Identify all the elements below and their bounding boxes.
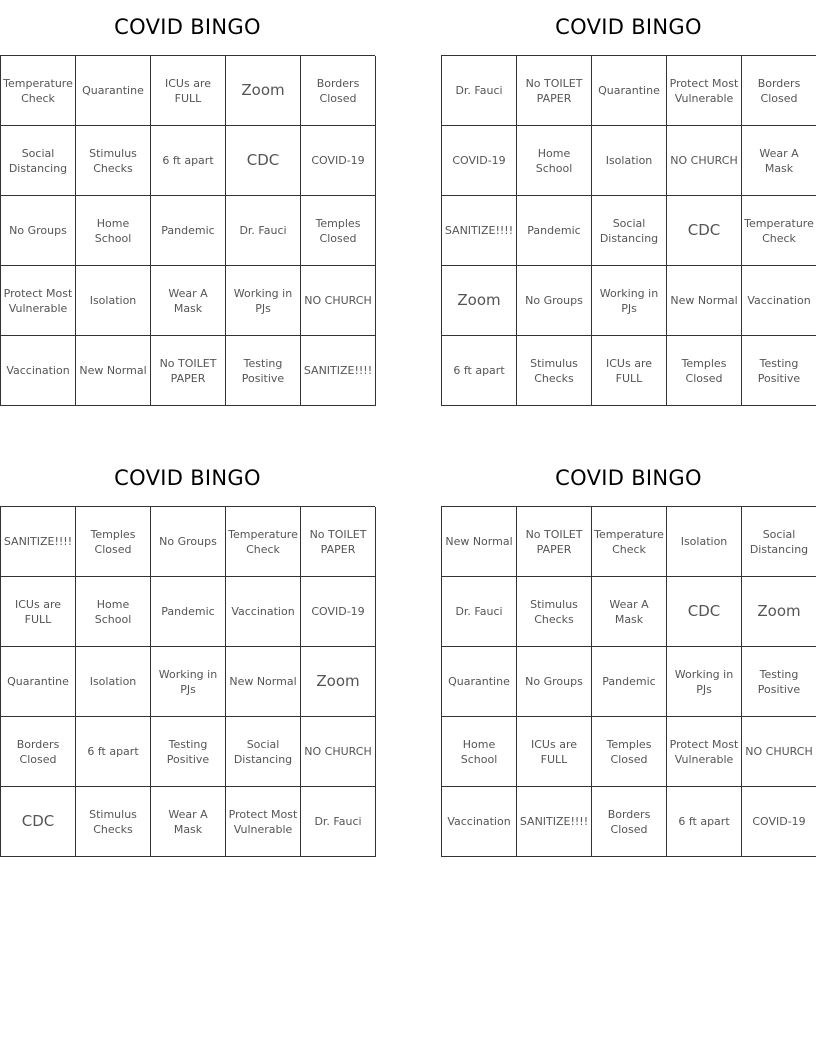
bingo-cell: Testing Positive: [151, 717, 226, 787]
bingo-cell: Temples Closed: [592, 717, 667, 787]
bingo-card-1: [0, 0, 375, 406]
bingo-cell: No TOILET PAPER: [301, 507, 376, 577]
bingo-cell: Borders Closed: [301, 56, 376, 126]
bingo-cell: Dr. Fauci: [301, 787, 376, 857]
bingo-cell: COVID-19: [742, 787, 816, 857]
card-title: COVID BINGO: [114, 466, 261, 490]
bingo-cell: Quarantine: [76, 56, 151, 126]
bingo-cell: Wear A Mask: [742, 126, 816, 196]
bingo-cell: Social Distancing: [1, 126, 76, 196]
bingo-cell: No TOILET PAPER: [517, 56, 592, 126]
bingo-cell: Zoom: [226, 56, 301, 126]
bingo-cell: Borders Closed: [742, 56, 816, 126]
bingo-cell: Pandemic: [592, 647, 667, 717]
bingo-cell: Protect Most Vulnerable: [1, 266, 76, 336]
bingo-grid: [441, 55, 816, 406]
bingo-cell: No Groups: [517, 266, 592, 336]
bingo-cell: Pandemic: [151, 196, 226, 266]
bingo-cell: No Groups: [151, 507, 226, 577]
bingo-cell: Home School: [76, 577, 151, 647]
bingo-cell: Dr. Fauci: [442, 577, 517, 647]
bingo-cell: New Normal: [226, 647, 301, 717]
bingo-cell: Borders Closed: [592, 787, 667, 857]
bingo-cell: Working in PJs: [226, 266, 301, 336]
bingo-cell: Wear A Mask: [592, 577, 667, 647]
card-title: COVID BINGO: [555, 15, 702, 39]
bingo-card-4: [441, 451, 816, 857]
bingo-cell: NO CHURCH: [742, 717, 816, 787]
bingo-cell: Home School: [76, 196, 151, 266]
bingo-cell: Pandemic: [151, 577, 226, 647]
bingo-cell: Protect Most Vulnerable: [667, 717, 742, 787]
bingo-cell: Social Distancing: [742, 507, 816, 577]
bingo-cell: Isolation: [76, 647, 151, 717]
bingo-cell: Working in PJs: [592, 266, 667, 336]
bingo-cell: NO CHURCH: [667, 126, 742, 196]
bingo-cell: Wear A Mask: [151, 266, 226, 336]
bingo-cell: SANITIZE!!!!: [1, 507, 76, 577]
bingo-cell: Borders Closed: [1, 717, 76, 787]
bingo-card-3: [0, 451, 375, 857]
bingo-cell: Zoom: [301, 647, 376, 717]
bingo-cell: Temples Closed: [301, 196, 376, 266]
bingo-cell: ICUs are FULL: [1, 577, 76, 647]
bingo-cell: Temples Closed: [76, 507, 151, 577]
bingo-cell: New Normal: [667, 266, 742, 336]
bingo-cell: Testing Positive: [742, 647, 816, 717]
bingo-cell: CDC: [667, 196, 742, 266]
bingo-cell: Zoom: [742, 577, 816, 647]
bingo-cell: Isolation: [592, 126, 667, 196]
bingo-cell: Vaccination: [742, 266, 816, 336]
card-title: COVID BINGO: [555, 466, 702, 490]
bingo-cell: SANITIZE!!!!: [442, 196, 517, 266]
bingo-cell: Protect Most Vulnerable: [226, 787, 301, 857]
bingo-cell: Testing Positive: [226, 336, 301, 406]
bingo-cell: Social Distancing: [592, 196, 667, 266]
bingo-cell: Stimulus Checks: [76, 126, 151, 196]
bingo-cell: CDC: [667, 577, 742, 647]
bingo-cell: 6 ft apart: [442, 336, 517, 406]
bingo-cell: 6 ft apart: [151, 126, 226, 196]
bingo-cell: Quarantine: [1, 647, 76, 717]
bingo-cell: Quarantine: [442, 647, 517, 717]
bingo-cell: ICUs are FULL: [517, 717, 592, 787]
bingo-cell: NO CHURCH: [301, 266, 376, 336]
bingo-cell: Dr. Fauci: [226, 196, 301, 266]
bingo-grid: [0, 55, 375, 406]
bingo-cell: Temperature Check: [1, 56, 76, 126]
bingo-cell: CDC: [1, 787, 76, 857]
bingo-cell: Temperature Check: [226, 507, 301, 577]
bingo-cell: Vaccination: [442, 787, 517, 857]
bingo-cell: Temperature Check: [592, 507, 667, 577]
bingo-cell: Vaccination: [1, 336, 76, 406]
bingo-cell: SANITIZE!!!!: [301, 336, 376, 406]
bingo-grid: [0, 506, 375, 857]
bingo-cell: Stimulus Checks: [517, 336, 592, 406]
bingo-cell: ICUs are FULL: [151, 56, 226, 126]
bingo-cell: Social Distancing: [226, 717, 301, 787]
bingo-cell: Testing Positive: [742, 336, 816, 406]
bingo-cell: Pandemic: [517, 196, 592, 266]
bingo-cell: No Groups: [517, 647, 592, 717]
bingo-cell: Working in PJs: [151, 647, 226, 717]
bingo-cell: No TOILET PAPER: [151, 336, 226, 406]
bingo-cell: COVID-19: [442, 126, 517, 196]
bingo-cell: COVID-19: [301, 577, 376, 647]
bingo-cell: Temperature Check: [742, 196, 816, 266]
bingo-cell: Vaccination: [226, 577, 301, 647]
bingo-grid: [441, 506, 816, 857]
bingo-cell: Zoom: [442, 266, 517, 336]
bingo-cell: New Normal: [442, 507, 517, 577]
bingo-cell: CDC: [226, 126, 301, 196]
bingo-cell: ICUs are FULL: [592, 336, 667, 406]
bingo-cell: Quarantine: [592, 56, 667, 126]
bingo-cell: SANITIZE!!!!: [517, 787, 592, 857]
bingo-cell: Home School: [442, 717, 517, 787]
bingo-cell: COVID-19: [301, 126, 376, 196]
bingo-cell: New Normal: [76, 336, 151, 406]
bingo-card-2: [441, 0, 816, 406]
bingo-cell: Isolation: [667, 507, 742, 577]
bingo-cell: Working in PJs: [667, 647, 742, 717]
bingo-cell: Dr. Fauci: [442, 56, 517, 126]
bingo-cell: No Groups: [1, 196, 76, 266]
bingo-cell: Isolation: [76, 266, 151, 336]
bingo-cell: Stimulus Checks: [517, 577, 592, 647]
bingo-cell: Protect Most Vulnerable: [667, 56, 742, 126]
bingo-cell: Home School: [517, 126, 592, 196]
card-title: COVID BINGO: [114, 15, 261, 39]
bingo-cell: Wear A Mask: [151, 787, 226, 857]
bingo-cell: NO CHURCH: [301, 717, 376, 787]
bingo-cell: No TOILET PAPER: [517, 507, 592, 577]
bingo-cell: 6 ft apart: [667, 787, 742, 857]
bingo-cell: 6 ft apart: [76, 717, 151, 787]
bingo-cell: Stimulus Checks: [76, 787, 151, 857]
bingo-cell: Temples Closed: [667, 336, 742, 406]
